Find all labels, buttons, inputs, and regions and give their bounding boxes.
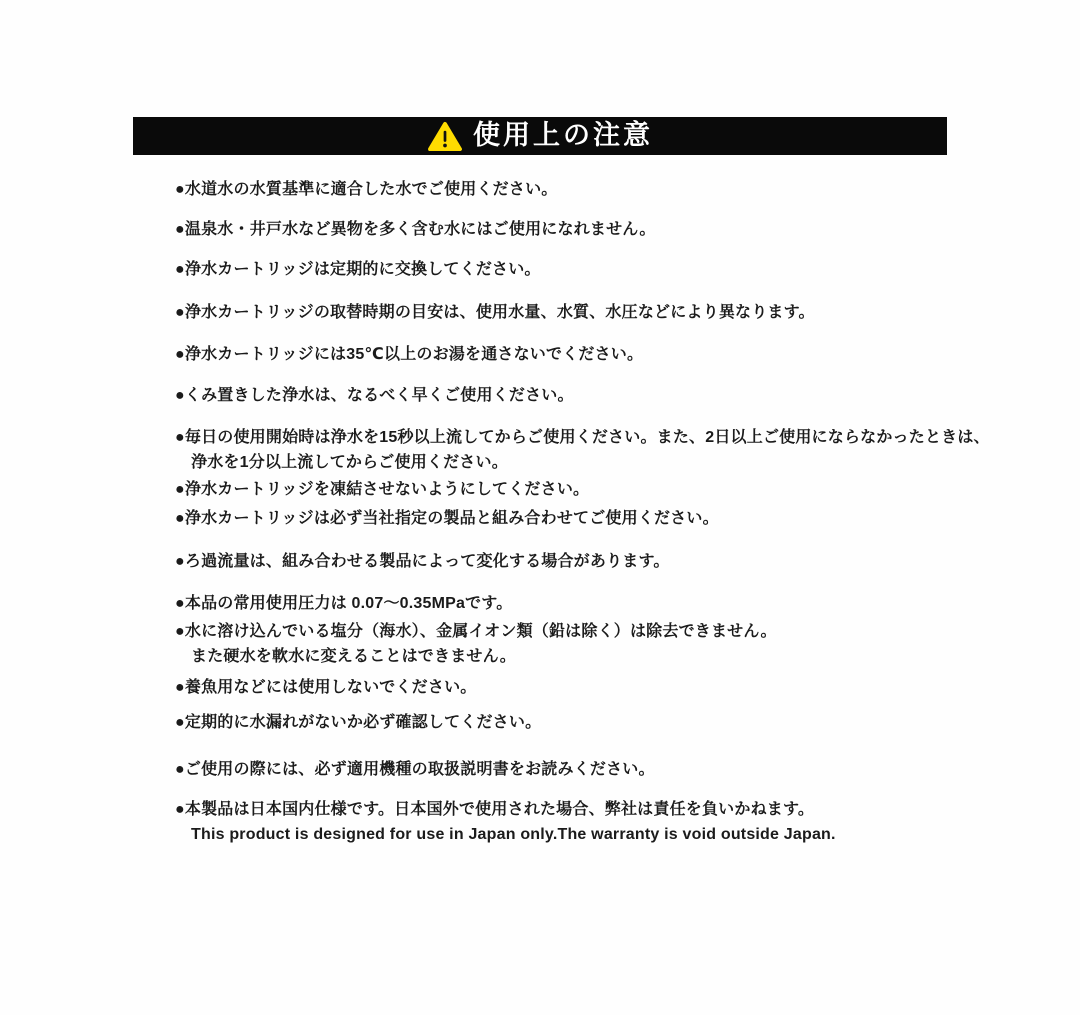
notice-item [175, 257, 975, 282]
notice-line: ●本品の常用使用圧力は 0.07～0.35MPaです。 [175, 595, 513, 612]
notice-line: また硬水を軟水に変えることはできません。 [191, 648, 516, 665]
notice-line: ●ろ過流量は、組み合わせる製品によって変化する場合があります。 [175, 553, 670, 570]
notice-line: ●毎日の使用開始時は浄水を15秒以上流してからご使用ください。また、2日以上ご使用にならなかったときは、 [175, 429, 990, 446]
notice-line: 浄水を1分以上流してからご使用ください。 [191, 454, 508, 471]
notice-item [175, 300, 975, 325]
notice-line: ●温泉水・井戸水など異物を多く含む水にはご使用になれません。 [175, 221, 656, 238]
notice-item [175, 383, 975, 408]
notice-line: ●本製品は日本国内仕様です。日本国外で使用された場合、弊社は責任を負いかねます。 [175, 801, 815, 818]
notice-line: ●浄水カートリッジを凍結させないようにしてください。 [175, 481, 590, 498]
notice-line: ●浄水カートリッジは必ず当社指定の製品と組み合わせてご使用ください。 [175, 510, 719, 527]
notice-line: ●水道水の水質基準に適合した水でご使用ください。 [175, 181, 558, 198]
notice-item [175, 425, 990, 475]
notice-line: ●浄水カートリッジは定期的に交換してください。 [175, 261, 541, 278]
caution-header [133, 117, 947, 155]
notice-item [175, 217, 975, 242]
notice-line: ●浄水カートリッジの取替時期の目安は、使用水量、水質、水圧などにより異なります。 [175, 304, 815, 321]
notice-item [175, 675, 975, 700]
notice-line: ●定期的に水漏れがないか必ず確認してください。 [175, 714, 542, 731]
warning-triangle-icon [427, 121, 463, 152]
notice-line: ●水に溶け込んでいる塩分（海水）、金属イオン類（鉛は除く）は除去できません。 [175, 623, 777, 640]
notice-line: ●浄水カートリッジには35℃以上のお湯を通さないでください。 [175, 346, 644, 363]
notice-list [175, 155, 990, 847]
notice-item [175, 342, 975, 367]
notice-line-english: This product is designed for use in Japan only.The warranty is void outside Japan. [191, 826, 836, 843]
notice-line: ●養魚用などには使用しないでください。 [175, 679, 477, 696]
notice-item [175, 477, 975, 502]
notice-item [175, 549, 975, 574]
notice-line: ●くみ置きした浄水は、なるべく早くご使用ください。 [175, 387, 574, 404]
notice-item [175, 619, 975, 669]
notice-item [175, 591, 975, 616]
notice-item [175, 506, 975, 531]
notice-line: ●ご使用の際には、必ず適用機種の取扱説明書をお読みください。 [175, 761, 655, 778]
notice-item [175, 710, 975, 735]
notice-item [175, 757, 975, 782]
caution-title: 使用上の注意 [473, 119, 653, 150]
notice-item [175, 177, 975, 202]
notice-item [175, 797, 975, 847]
